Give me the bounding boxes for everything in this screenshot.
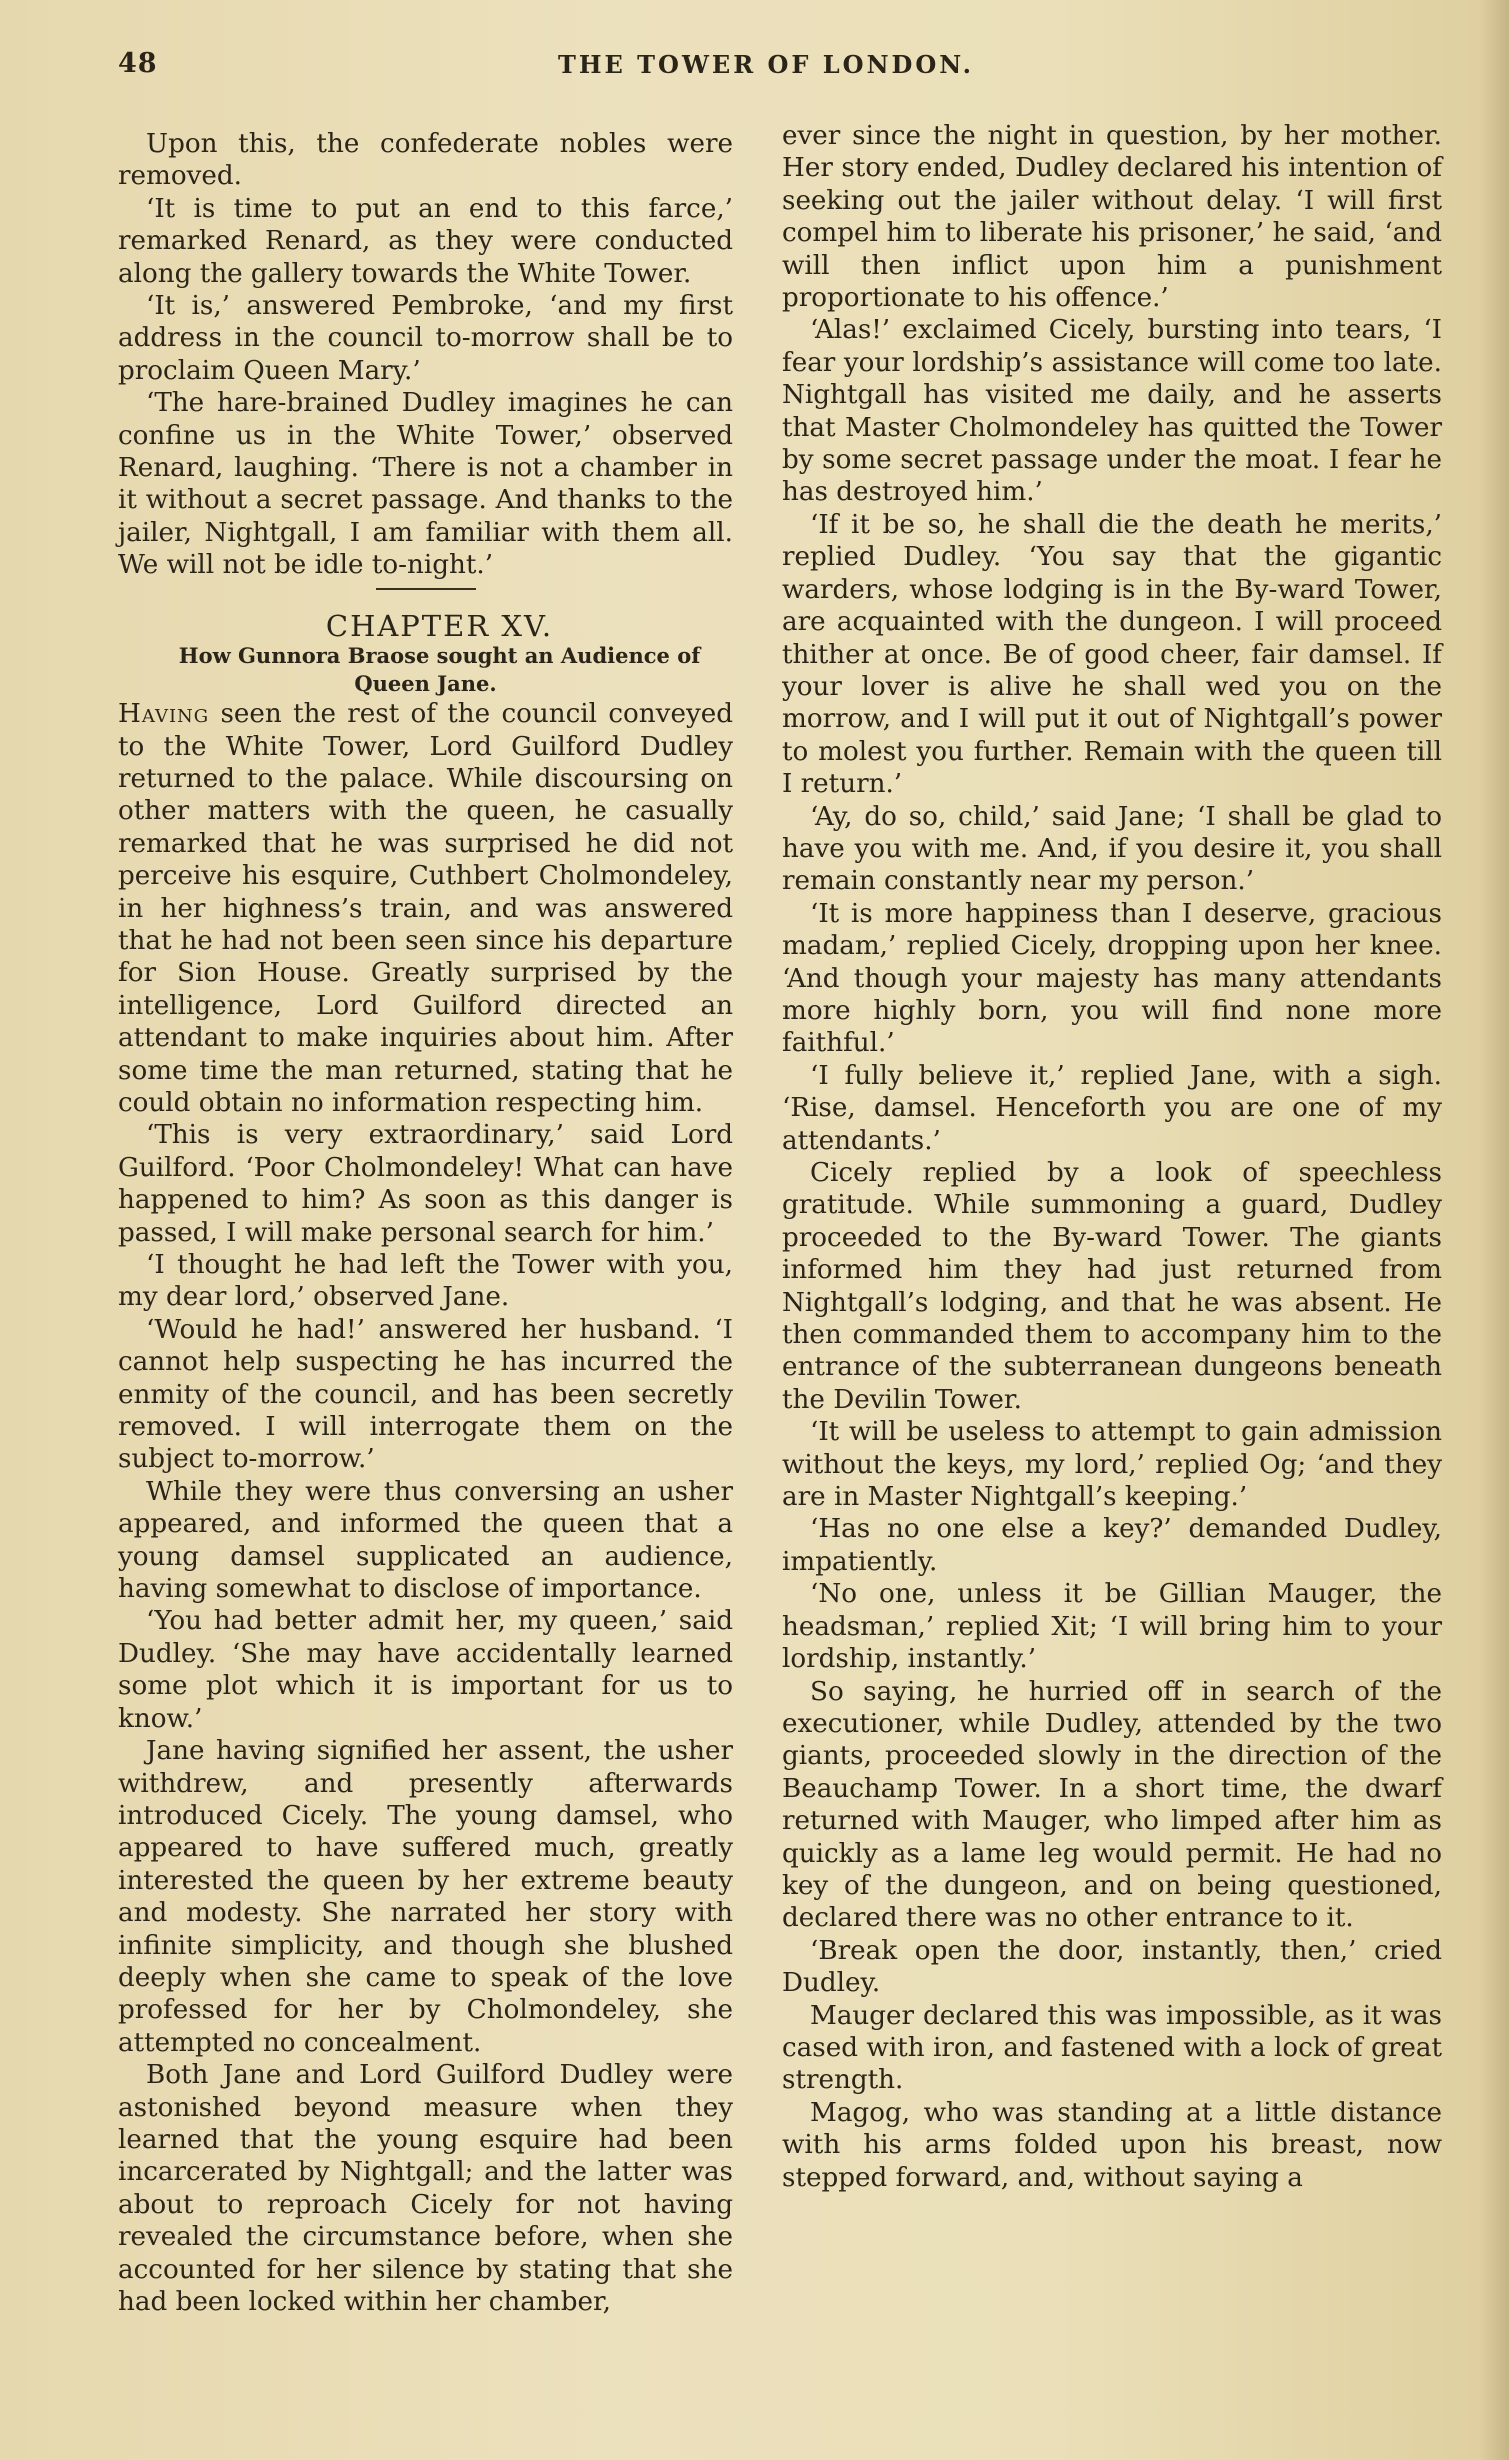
page-number: 48: [118, 48, 158, 79]
left-column: [118, 128, 733, 2318]
chapter-title: CHAPTER XV.: [325, 608, 554, 643]
paragraph: ‘It will be useless to attempt to gain admission without the keys, my lord,’ replied Og; ‘and they are in Master Nightgall’s keeping.’: [782, 1417, 1442, 1513]
paragraph: ‘It is more happiness than I deserve, gracious madam,’ replied Cicely, dropping upon her knee. ‘And though your majesty has many attendants more highly born, you will find none more faithful.’: [782, 898, 1442, 1059]
paragraph: ‘The hare-brained Dudley imagines he can confine us in the White Tower,’ observed Renard, laughing. ‘There is not a chamber in it without a secret passage. And thanks to the jailer, Nightgall, I am familiar with them all. We will not be idle to-night.’: [118, 388, 733, 581]
paragraph: ‘It is time to put an end to this farce,’ remarked Renard, as they were conducted along the gallery towards the White Tower.: [118, 193, 733, 289]
section-divider: [376, 588, 476, 590]
paragraph: ‘Has no one else a key?’ demanded Dudley, impatiently.: [782, 1514, 1442, 1577]
paragraph: Magog, who was standing at a little distance with his arms folded upon his breast, now stepped forward, and, without saying a: [782, 2097, 1442, 2193]
paragraph: Mauger declared this was impossible, as it was cased with iron, and fastened with a lock of great strength.: [782, 2000, 1442, 2096]
paragraph: Upon this, the confederate nobles were removed.: [118, 129, 733, 192]
paragraph: Cicely replied by a look of speechless gratitude. While summoning a guard, Dudley proceeded to the By-ward Tower. The giants informed him they had just returned from Nightgall’s lodging, and that he was absent. He then commanded them to accompany him to the entrance of the subterranean dungeons beneath the Devilin Tower.: [782, 1158, 1442, 1415]
paragraph: Both Jane and Lord Guilford Dudley were astonished beyond measure when they learned that the young esquire had been incarcerated by Nightgall; and the latter was about to reproach Cicely for not having revealed the circumstance before, when she accounted for her silence by stating that she had been locked within her chamber,: [118, 2060, 733, 2317]
right-column: [782, 120, 1442, 2194]
paragraph: Jane having signified her assent, the usher withdrew, and presently afterwards introduced Cicely. The young damsel, who appeared to have suffered much, greatly interested the queen by her extreme beauty and modesty. She narrated her story with infinite simplicity, and though she blushed deeply when she came to speak of the love professed for her by Cholmondeley, she attempted no concealment.: [118, 1736, 733, 2058]
paragraph: ‘Would he had!’ answered her husband. ‘I cannot help suspecting he has incurred the enmity of the council, and has been secretly removed. I will interrogate them on the subject to-morrow.’: [118, 1314, 733, 1475]
paragraph: ‘You had better admit her, my queen,’ said Dudley. ‘She may have accidentally learned some plot which it is important for us to know.’: [118, 1606, 733, 1734]
paragraph: ‘If it be so, he shall die the death he merits,’ replied Dudley. ‘You say that the gigantic warders, whose lodging is in the By-ward Tower, are acquainted with the dungeon. I will proceed thither at once. Be of good cheer, fair damsel. If your lover is alive he shall wed you on the morrow, and I will put it out of Nightgall’s power to molest you further. Remain with the queen till I return.’: [782, 509, 1442, 800]
paragraph: ‘I thought he had left the Tower with you, my dear lord,’ observed Jane.: [118, 1250, 733, 1313]
continued-paragraph: ever since the night in question, by her mother. Her story ended, Dudley declared his intention of seeking out the jailer without delay. ‘I will first compel him to liberate his prisoner,’ he said, ‘and will then inflict upon him a punishment proportionate to his offence.’: [782, 121, 1442, 314]
running-title: THE TOWER OF LONDON.: [558, 50, 974, 79]
paragraph: ‘Break open the door, instantly, then,’ cried Dudley.: [782, 1935, 1442, 1999]
paragraph: ‘I fully believe it,’ replied Jane, with a sigh. ‘Rise, damsel. Henceforth you are one of my attendants.’: [782, 1060, 1442, 1156]
paragraph: ‘Ay, do so, child,’ said Jane; ‘I shall be glad to have you with me. And, if you desire it, you shall remain constantly near my person.’: [782, 801, 1442, 897]
paragraph: While they were thus conversing an usher appeared, and informed the queen that a young damsel supplicated an audience, having somewhat to disclose of importance.: [118, 1476, 733, 1605]
paragraph: ‘This is very extraordinary,’ said Lord Guilford. ‘Poor Cholmondeley! What can have happened to him? As soon as this danger is passed, I will make personal search for him.’: [118, 1120, 733, 1248]
page-header: [118, 48, 1439, 88]
paragraph: So saying, he hurried off in search of the executioner, while Dudley, attended by the two giants, proceeded slowly in the direction of the Beauchamp Tower. In a short time, the dwarf returned with Mauger, who limped after him as quickly as a lame leg would permit. He had no key of the dungeon, and on being questioned, declared there was no other entrance to it.: [782, 1676, 1442, 1934]
opening-paragraph-text: seen the rest of the council conveyed to the White Tower, Lord Guilford Dudley returned to the palace. While discoursing on other matters with the queen, he casually remarked that he was surprised he did not perceive his esquire, Cuthbert Cholmondeley, in her highness’s train, and was answered that he had not been seen since his departure for Sion House. Greatly surprised by the intelligence, Lord Guilford directed an attendant to make inquiries about him. After some time the man returned, stating that he could obtain no information respecting him.: [118, 699, 733, 1118]
page-edge-shadow: [1479, 0, 1509, 2460]
paragraph: ‘It is,’ answered Pembroke, ‘and my first address in the council to-morrow shall be to proclaim Queen Mary.’: [118, 291, 733, 386]
paragraph: ‘No one, unless it be Gillian Mauger, the headsman,’ replied Xit; ‘I will bring him to your lordship, instantly.’: [782, 1579, 1442, 1675]
paragraph: ‘Alas!’ exclaimed Cicely, bursting into tears, ‘I fear your lordship’s assistance will come too late. Nightgall has visited me daily, and he asserts that Master Cholmondeley has quitted the Tower by some secret passage under the moat. I fear he has destroyed him.’: [782, 315, 1442, 508]
chapter-opening-paragraph: [118, 698, 733, 1119]
opening-word: Having: [118, 699, 210, 730]
chapter-subtitle: How Gunnora Braose sought an Audience of Queen Jane.: [178, 643, 701, 697]
